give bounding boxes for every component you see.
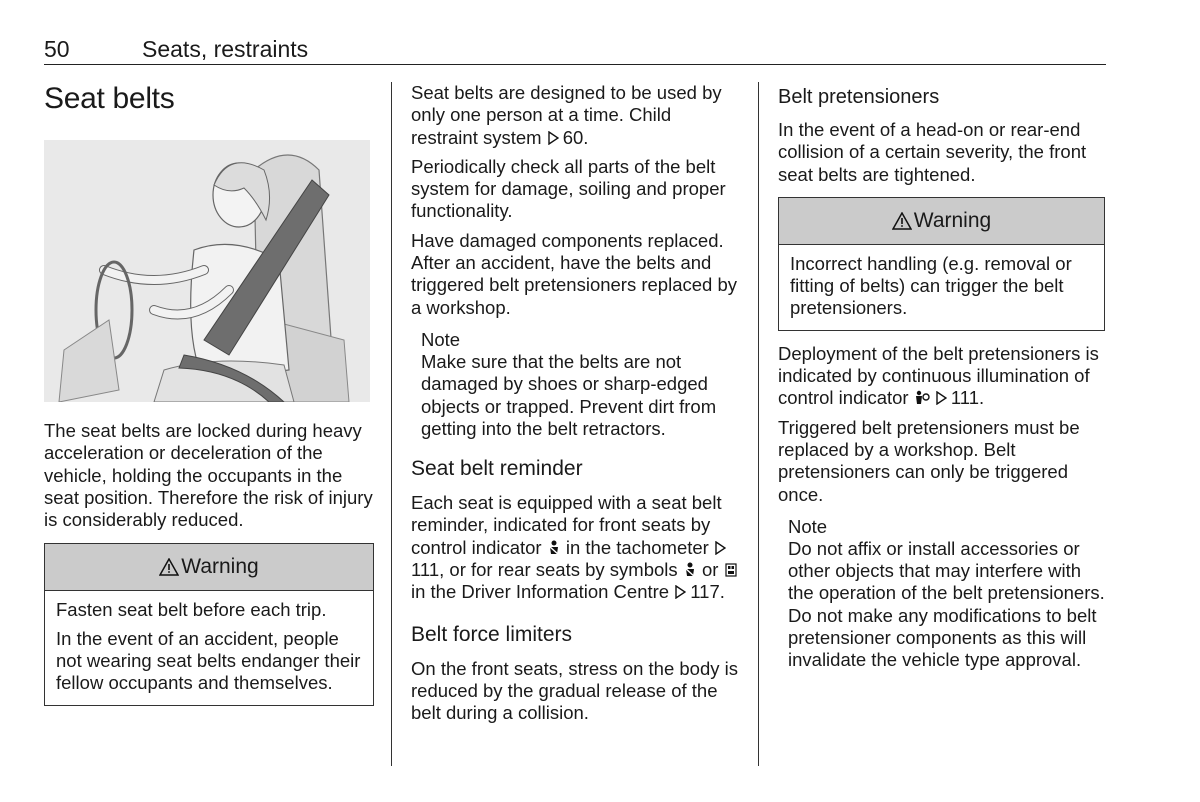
- section-title: Seats, restraints: [142, 36, 309, 62]
- page-header: [44, 34, 1106, 65]
- warning-body: [45, 591, 373, 704]
- column-2: [411, 82, 743, 725]
- warning-text: In the event of an accident, people not wearing seat belts endanger their fellow occupants and themselves.: [56, 627, 361, 694]
- warning-title: Warning: [181, 555, 259, 579]
- seat-belt-intro: The seat belts are locked during heavy acceleration or deceleration of the vehicle, holding the occupants in the seat position. Therefore the risk of injury is considerably reduced.: [44, 420, 373, 531]
- warning-text: Fasten seat belt before each trip.: [56, 599, 327, 621]
- section-heading: Belt pretensioners: [778, 86, 940, 108]
- warning-header: [45, 544, 373, 591]
- note-text: Do not affix or install accessories or other objects that may interfere with the operation of the belt pretensioners. Do not make any modifications to belt pretensioner components as this will invalidate the vehicle type approval.: [788, 537, 1105, 671]
- rear-seat-occupancy-icon: [724, 562, 738, 578]
- paragraph: Triggered belt pretensioners must be replaced by a workshop. Belt pretensioners can only be triggered once.: [778, 416, 1080, 505]
- paragraph: In the event of a head-on or rear-end collision of a certain severity, the front seat belts are tightened.: [778, 119, 1087, 185]
- column-divider: [391, 82, 392, 766]
- page-reference[interactable]: 111.: [950, 387, 985, 409]
- paragraph-text: in the tachometer: [565, 536, 709, 558]
- page-reference-arrow-icon: [674, 585, 686, 599]
- warning-title: Warning: [913, 208, 992, 232]
- paragraph: Periodically check all parts of the belt system for damage, soiling and proper functionality.: [411, 155, 726, 222]
- note-block: [411, 329, 743, 440]
- warning-box: [778, 197, 1105, 331]
- paragraph-text: Deployment of the belt pretensioners is indicated by continuous illumination of control indicator: [778, 342, 1099, 409]
- paragraph-text: or: [701, 559, 719, 581]
- section-heading: Belt force limiters: [411, 622, 573, 646]
- seat-belt-reminder-icon: [547, 540, 561, 556]
- column-divider: [758, 82, 759, 766]
- page-reference[interactable]: 117.: [690, 581, 725, 603]
- paragraph: [778, 343, 1108, 410]
- paragraph: [411, 82, 743, 149]
- seat-belt-reminder-text: [411, 492, 743, 603]
- seat-belt-illustration: [44, 140, 370, 402]
- page-number: 50: [44, 36, 70, 62]
- paragraph: On the front seats, stress on the body is reduced by the gradual release of the belt during a collision.: [411, 657, 739, 724]
- page-reference-arrow-icon: [935, 391, 947, 405]
- column-3: [778, 82, 1108, 672]
- paragraph-text: in the Driver Information Centre: [411, 581, 670, 603]
- warning-triangle-icon: [159, 558, 179, 576]
- page-reference-arrow-icon: [714, 541, 726, 555]
- warning-triangle-icon: [892, 212, 912, 230]
- warning-header: [779, 198, 1104, 245]
- warning-body: [779, 245, 1104, 330]
- warning-text: Incorrect handling (e.g. removal or fitting of belts) can trigger the belt pretensioners.: [790, 252, 1072, 319]
- note-block: [778, 516, 1108, 672]
- paragraph-text: Seat belts are designed to be used by only one person at a time. Child restraint system: [411, 82, 722, 148]
- page-reference[interactable]: 60.: [562, 126, 589, 148]
- section-heading: Seat belt reminder: [411, 457, 583, 481]
- page-title: Seat belts: [44, 82, 175, 115]
- column-1: [44, 82, 374, 706]
- page-reference-arrow-icon: [547, 131, 559, 145]
- note-text: Make sure that the belts are not damaged by shoes or sharp-edged objects or trapped. Prevent dirt from getting into the belt retractors.: [421, 350, 717, 439]
- airbag-indicator-icon: [914, 390, 930, 406]
- rear-seat-belt-icon: [683, 562, 697, 578]
- note-title: Note: [421, 328, 461, 350]
- page-reference[interactable]: 111, or for rear seats by symbols: [411, 559, 678, 581]
- warning-box: [44, 543, 374, 705]
- paragraph: Have damaged components replaced. After an accident, have the belts and triggered belt pretensioners replaced by a workshop.: [411, 229, 737, 318]
- paragraph-text: Each seat is equipped with a seat belt reminder, indicated for front seats by control indicator: [411, 492, 722, 558]
- note-title: Note: [788, 515, 828, 537]
